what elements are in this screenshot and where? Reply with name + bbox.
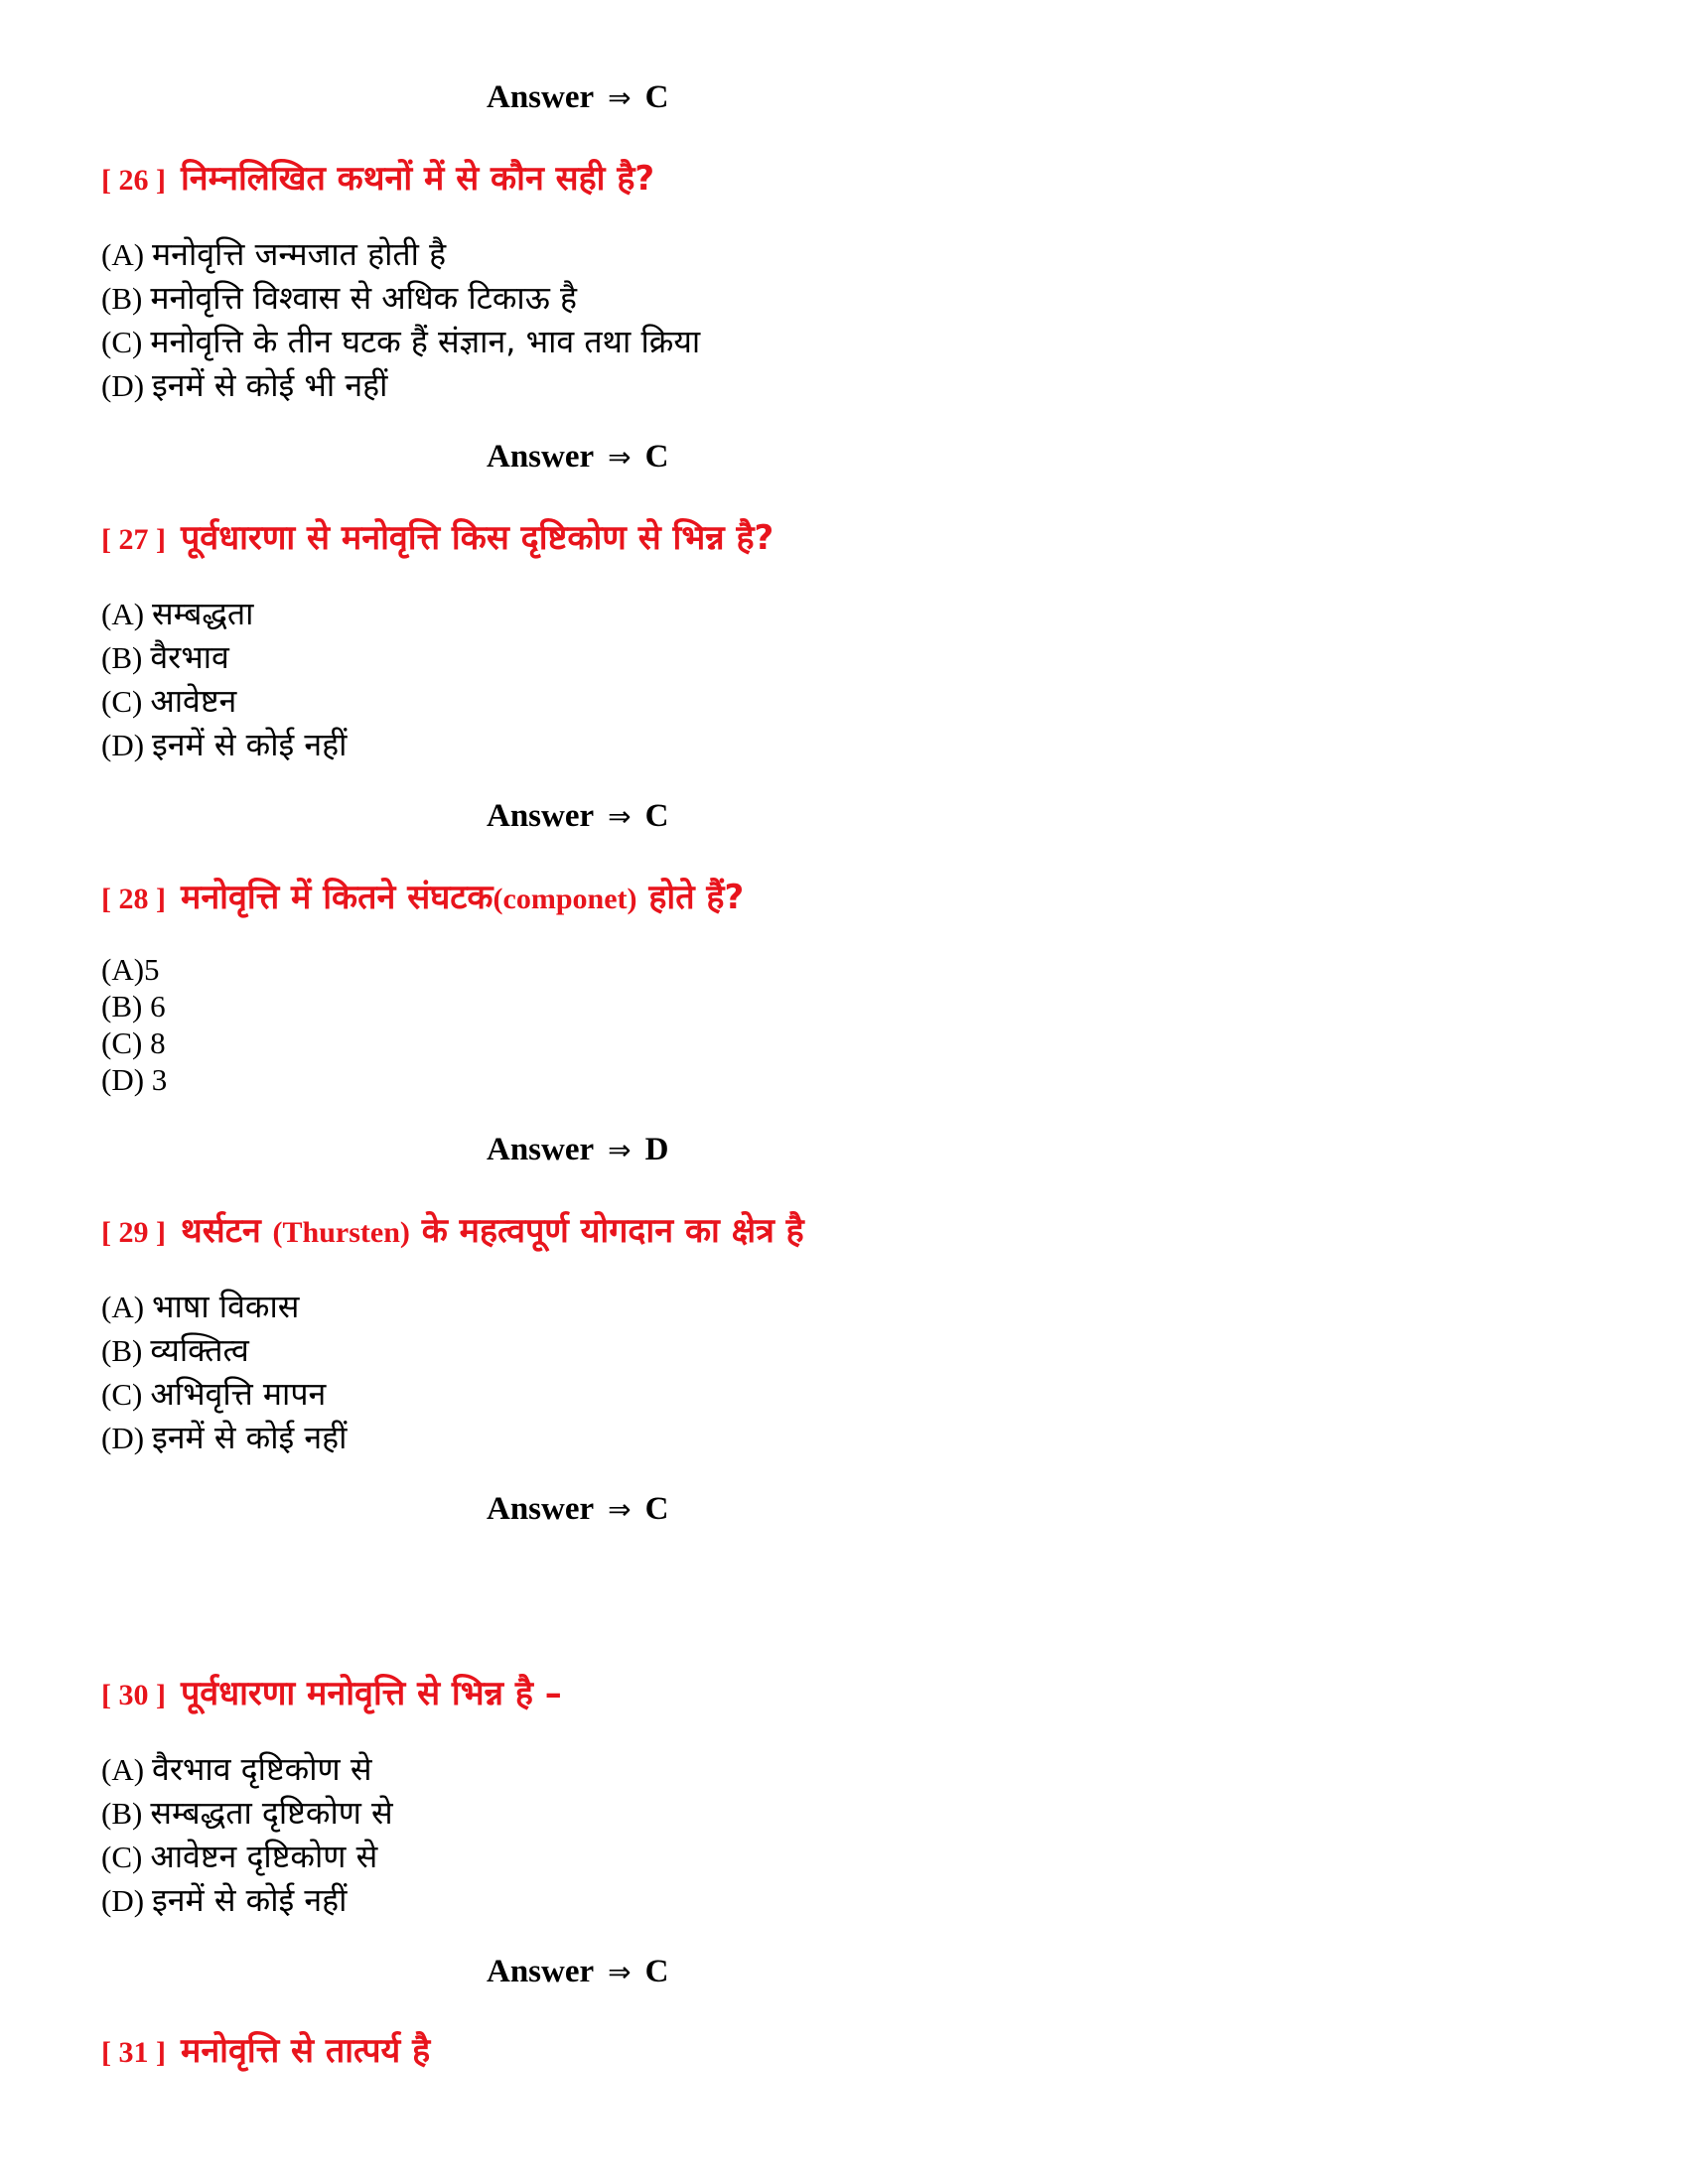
option-letter: (D) [101, 1883, 145, 1918]
option-item [101, 679, 347, 723]
answer-line [487, 796, 668, 837]
option-letter: (B) [101, 1333, 143, 1368]
option-letter: (B) [101, 640, 143, 675]
answer-value: C [644, 798, 669, 834]
option-item [101, 276, 700, 320]
option-item [101, 1285, 347, 1328]
arrow-icon: ⇒ [608, 441, 632, 474]
option-text: आवेष्टन [150, 682, 237, 720]
answer-label: Answer [487, 1954, 595, 1989]
answer-line [487, 77, 668, 118]
option-text: इनमें से कोई भी नहीं [152, 366, 388, 404]
question-heading [101, 874, 744, 922]
option-letter: (D) [101, 728, 145, 762]
option-item [101, 1791, 393, 1835]
option-letter: (A) [101, 237, 145, 272]
option-letter: (C) [101, 1025, 143, 1060]
answer-line [487, 1952, 668, 1992]
answer-label: Answer [487, 1132, 595, 1167]
option-item [101, 951, 167, 988]
option-letter: (B) [101, 989, 143, 1024]
option-item [101, 1372, 347, 1416]
answer-label: Answer [487, 798, 595, 834]
option-text: मनोवृत्ति के तीन घटक हैं संज्ञान, भाव तथा क्रिया [150, 323, 701, 360]
option-text: 6 [142, 989, 166, 1024]
option-text: 8 [142, 1025, 166, 1060]
option-item [101, 363, 700, 407]
option-list [101, 1285, 347, 1459]
option-item [101, 1061, 167, 1098]
question-number: [ 29 ] [101, 1216, 166, 1249]
option-text: वैरभाव [150, 638, 229, 676]
option-item [101, 1416, 347, 1459]
option-item [101, 1328, 347, 1372]
question-number: [ 28 ] [101, 883, 166, 915]
option-text: मनोवृत्ति विश्वास से अधिक टिकाऊ है [150, 279, 577, 317]
answer-label: Answer [487, 1491, 595, 1527]
option-text: सम्बद्धता दृष्टिकोण से [150, 1794, 393, 1832]
question-text: पूर्वधारणा से मनोवृत्ति किस दृष्टिकोण से भिन्न है? [180, 518, 774, 558]
question-number: [ 30 ] [101, 1679, 166, 1711]
question-text: निम्नलिखित कथनों में से कौन सही है? [180, 159, 655, 199]
arrow-icon: ⇒ [608, 81, 632, 114]
option-text: भाषा विकास [152, 1288, 300, 1325]
option-list [101, 232, 700, 407]
answer-line [487, 1130, 668, 1170]
option-text: इनमें से कोई नहीं [152, 1419, 348, 1456]
answer-label: Answer [487, 79, 595, 115]
question-text: थर्सटन [180, 1211, 273, 1251]
option-text: सम्बद्धता [152, 595, 254, 632]
option-text: इनमें से कोई नहीं [152, 1881, 348, 1919]
question-number: [ 31 ] [101, 2036, 166, 2069]
arrow-icon: ⇒ [608, 800, 632, 833]
option-item [101, 1878, 393, 1922]
option-letter: (D) [101, 1062, 145, 1097]
answer-label: Answer [487, 439, 595, 475]
option-list [101, 592, 347, 766]
option-item [101, 723, 347, 766]
option-letter: (C) [101, 1840, 143, 1874]
option-letter: (A) [101, 1290, 145, 1324]
option-letter: (B) [101, 281, 143, 316]
option-item [101, 988, 167, 1024]
question-heading [101, 155, 654, 204]
option-item [101, 592, 347, 635]
answer-value: C [644, 79, 669, 115]
option-letter: (A) [101, 952, 145, 987]
option-text: 3 [144, 1062, 168, 1097]
option-list [101, 951, 167, 1098]
option-letter: (A) [101, 1752, 145, 1787]
option-item [101, 1747, 393, 1791]
option-letter: (D) [101, 368, 145, 403]
answer-value: C [644, 439, 669, 475]
question-number: [ 26 ] [101, 164, 166, 197]
option-text: आवेष्टन दृष्टिकोण से [150, 1838, 378, 1875]
question-latin-term: (componet) [492, 883, 637, 915]
answer-value: C [644, 1954, 669, 1989]
answer-line [487, 437, 668, 478]
option-item [101, 320, 700, 363]
question-number: [ 27 ] [101, 523, 166, 556]
answer-line [487, 1489, 668, 1530]
question-heading [101, 1207, 804, 1256]
option-letter: (C) [101, 325, 143, 359]
option-item [101, 232, 700, 276]
option-text: वैरभाव दृष्टिकोण से [152, 1750, 372, 1788]
option-letter: (A) [101, 597, 145, 631]
answer-value: C [644, 1491, 669, 1527]
question-text-end: होते हैं? [636, 878, 745, 917]
question-text: मनोवृत्ति में कितने संघटक [180, 878, 493, 917]
arrow-icon: ⇒ [608, 1493, 632, 1526]
arrow-icon: ⇒ [608, 1956, 632, 1988]
question-text-end: के महत्वपूर्ण योगदान का क्षेत्र है [409, 1211, 804, 1251]
option-letter: (C) [101, 1377, 143, 1412]
option-letter: (D) [101, 1421, 145, 1455]
option-text: व्यक्तित्व [150, 1331, 249, 1369]
option-item [101, 1835, 393, 1878]
option-letter: (B) [101, 1796, 143, 1831]
answer-value: D [644, 1132, 669, 1167]
option-text: मनोवृत्ति जन्मजात होती है [152, 235, 447, 273]
question-heading [101, 2027, 430, 2076]
arrow-icon: ⇒ [608, 1134, 632, 1166]
option-text: इनमें से कोई नहीं [152, 726, 348, 763]
option-text: 5 [144, 952, 160, 987]
question-latin-term: (Thursten) [272, 1216, 410, 1249]
question-text: पूर्वधारणा मनोवृत्ति से भिन्न है – [180, 1674, 562, 1713]
question-text: मनोवृत्ति से तात्पर्य है [180, 2031, 431, 2071]
option-text: अभिवृत्ति मापन [150, 1375, 327, 1413]
option-item [101, 635, 347, 679]
option-item [101, 1024, 167, 1061]
question-heading [101, 1670, 562, 1718]
question-heading [101, 514, 774, 563]
option-letter: (C) [101, 684, 143, 719]
option-list [101, 1747, 393, 1922]
